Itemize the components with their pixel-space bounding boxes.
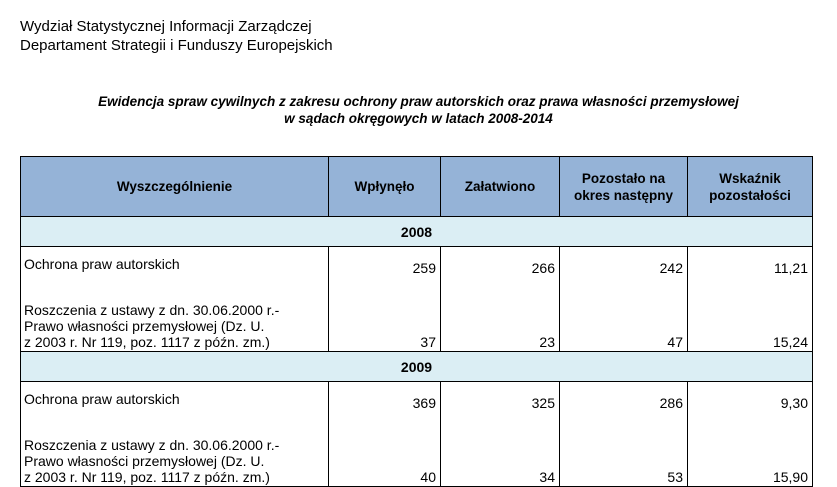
value-ratio: 9,30: [688, 382, 813, 434]
title-line-2: w sądach okręgowych w latach 2008-2014: [284, 111, 553, 126]
table-header-row: [21, 157, 813, 217]
header-line-2: Departament Strategii i Funduszy Europejskich: [20, 37, 333, 54]
table-row: [21, 382, 813, 434]
department-header: [20, 17, 333, 55]
row-label-line: Prawo własności przemysłowej (Dz. U.: [24, 453, 265, 469]
row-label: Ochrona praw autorskich: [21, 382, 329, 434]
value-ratio: 15,24: [688, 298, 813, 352]
value-received: 37: [329, 298, 441, 352]
value-received: 369: [329, 382, 441, 434]
row-label-line: Roszczenia z ustawy z dn. 30.06.2000 r.-: [24, 437, 280, 453]
table-row: [21, 247, 813, 299]
column-header-description: Wyszczególnienie: [21, 157, 329, 217]
value-remaining: 53: [560, 433, 688, 487]
year-row: [21, 217, 813, 247]
value-remaining: 47: [560, 298, 688, 352]
document-title: [20, 93, 817, 127]
value-ratio: 11,21: [688, 247, 813, 299]
row-label-line: z 2003 r. Nr 119, poz. 1117 z późn. zm.): [24, 334, 270, 350]
row-label-line: Roszczenia z ustawy z dn. 30.06.2000 r.-: [24, 302, 280, 318]
year-row: [21, 352, 813, 382]
year-label: 2009: [21, 352, 813, 382]
value-resolved: 325: [441, 382, 560, 434]
column-header-resolved: Załatwiono: [441, 157, 560, 217]
row-label: Ochrona praw autorskich: [21, 247, 329, 299]
value-resolved: 266: [441, 247, 560, 299]
value-received: 40: [329, 433, 441, 487]
row-label: [21, 298, 329, 352]
value-received: 259: [329, 247, 441, 299]
table-row: [21, 433, 813, 487]
table-row: [21, 298, 813, 352]
value-remaining: 242: [560, 247, 688, 299]
row-label-line: Prawo własności przemysłowej (Dz. U.: [24, 318, 265, 334]
value-resolved: 23: [441, 298, 560, 352]
header-line-1: Wydział Statystycznej Informacji Zarządczej: [20, 18, 312, 35]
row-label-line: z 2003 r. Nr 119, poz. 1117 z późn. zm.): [24, 469, 270, 485]
year-label: 2008: [21, 217, 813, 247]
title-line-1: Ewidencja spraw cywilnych z zakresu ochrony praw autorskich oraz prawa własności przemysłowej: [98, 94, 739, 109]
value-remaining: 286: [560, 382, 688, 434]
column-header-remaining: Pozostało na okres następny: [560, 157, 688, 217]
column-header-ratio: Wskaźnik pozostałości: [688, 157, 813, 217]
value-resolved: 34: [441, 433, 560, 487]
value-ratio: 15,90: [688, 433, 813, 487]
row-label: [21, 433, 329, 487]
column-header-received: Wpłynęło: [329, 157, 441, 217]
statistics-table: [20, 156, 813, 487]
